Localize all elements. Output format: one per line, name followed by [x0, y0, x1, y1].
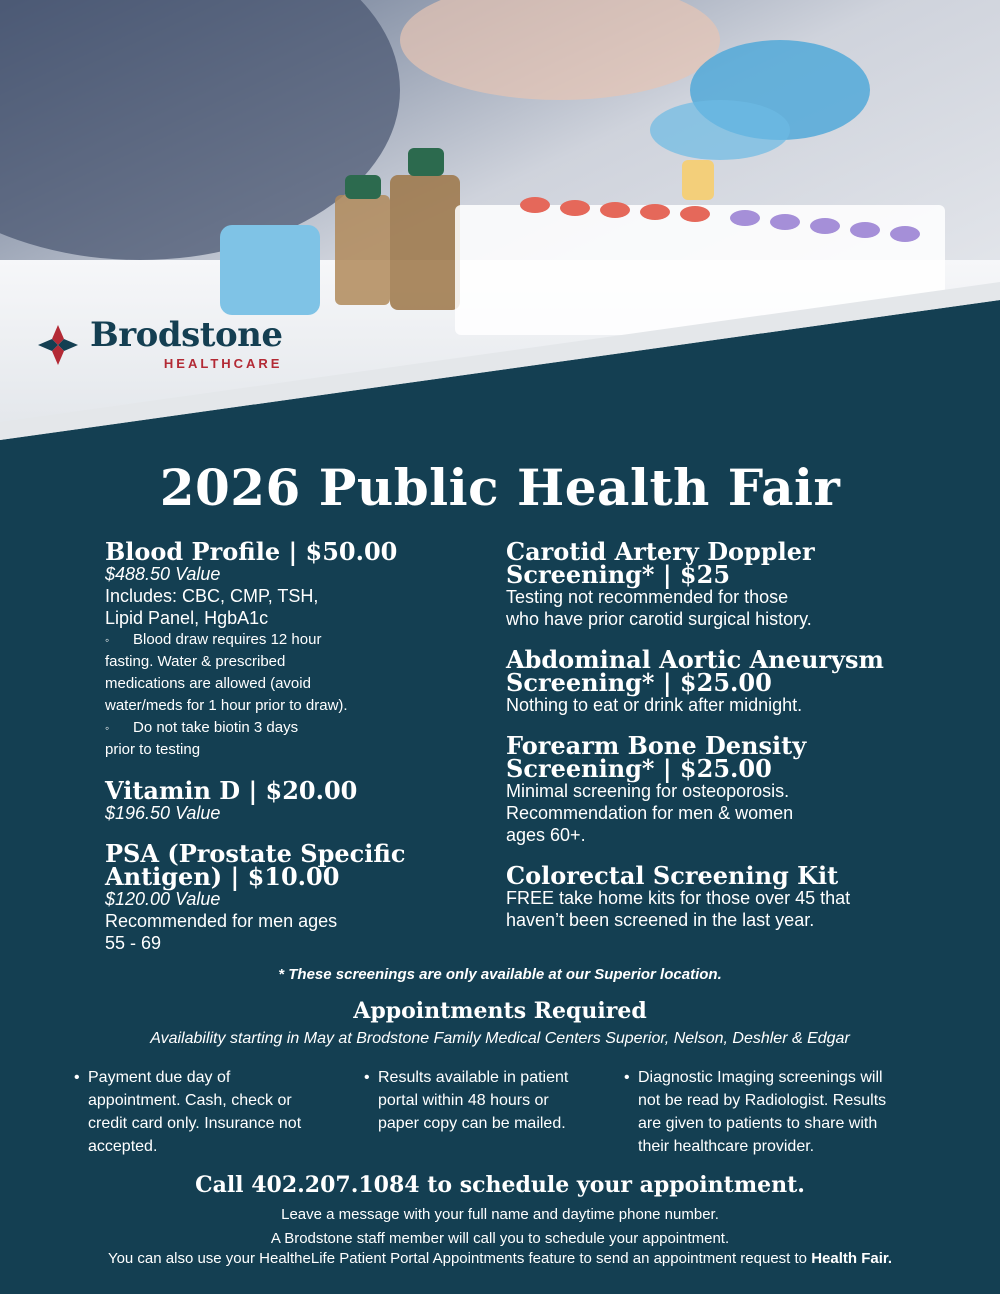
bone-text-2: Recommendation for men & women [506, 803, 794, 823]
bullet-line: credit card only. Insurance not [88, 1115, 302, 1132]
blood-bullet-1: ◦ Blood draw requires 12 hour [105, 629, 485, 651]
bullet-line: accepted. [88, 1138, 158, 1155]
bullet-icon: ◦ [105, 721, 110, 735]
brodstone-logo [36, 315, 283, 371]
brand-subtitle: HEALTHCARE [163, 356, 283, 371]
blood-bullet-2: ◦ Do not take biotin 3 days [105, 717, 485, 739]
bullet-icon: • [364, 1069, 370, 1086]
blood-includes-1: Includes: CBC, CMP, TSH, [105, 586, 319, 606]
bullet-line: not be read by Radiologist. Results [638, 1092, 887, 1109]
aaa-heading-2: Screening* | $25.00 [506, 668, 772, 697]
bullet-line: Results available in patient [378, 1069, 569, 1086]
bullet-icon: ◦ [105, 633, 110, 647]
aaa-heading-1: Abdominal Aortic Aneurysm [506, 645, 884, 674]
blood-bullet-1-line2: fasting. Water & prescribed [105, 653, 286, 670]
blood-profile-heading: Blood Profile | $50.00 [105, 537, 398, 566]
bone-heading-2: Screening* | $25.00 [506, 754, 772, 783]
brand-name: Brodstone [90, 315, 283, 355]
availability-text: Availability starting in May at Brodstone Family Medical Centers Superior, Nelson, Deshler & Edgar [150, 1030, 850, 1047]
blood-includes-2: Lipid Panel, HgbA1c [105, 608, 269, 628]
bullet-line: Payment due day of [88, 1069, 231, 1086]
bone-heading-1: Forearm Bone Density [506, 731, 807, 760]
carotid-heading-2: Screening* | $25 [506, 560, 731, 589]
psa-section [105, 839, 485, 954]
appointment-bullet-imaging [624, 1066, 934, 1158]
bullet-line: paper copy can be mailed. [378, 1115, 566, 1132]
bone-text-1: Minimal screening for osteoporosis. [506, 781, 790, 801]
blood-bullet-1-line4: water/meds for 1 hour prior to draw). [105, 697, 348, 714]
bullet-line: their healthcare provider. [638, 1138, 815, 1155]
vitamin-d-section [105, 776, 485, 824]
superior-note: * These screenings are only available at our Superior location. [278, 966, 722, 983]
left-column [105, 537, 485, 954]
bone-text-3: ages 60+. [506, 825, 586, 845]
message-line-3 [0, 1250, 1000, 1267]
carotid-section [506, 537, 926, 630]
message-line-1: Leave a message with your full name and daytime phone number. [281, 1206, 719, 1223]
hero-photo [0, 0, 1000, 470]
portal-text: You can also use your HealtheLife Patient Portal Appointments feature to send an appointment request to [107, 1250, 808, 1267]
bullet-line: appointment. Cash, check or [88, 1092, 292, 1109]
colorectal-heading: Colorectal Screening Kit [506, 861, 839, 890]
vitamin-d-value: $196.50 Value [105, 803, 221, 823]
bullet-line: are given to patients to share with [638, 1115, 878, 1132]
bullet-icon: • [624, 1069, 630, 1086]
carotid-text-1: Testing not recommended for those [506, 587, 789, 607]
carotid-heading-1: Carotid Artery Doppler [506, 537, 815, 566]
right-column [506, 537, 926, 931]
bone-density-section [506, 731, 926, 846]
blood-profile-section [105, 537, 485, 761]
psa-heading-2: Antigen) | $10.00 [105, 862, 340, 891]
psa-value: $120.00 Value [105, 889, 221, 909]
blood-profile-value: $488.50 Value [105, 564, 221, 584]
bullet-icon: • [74, 1069, 80, 1086]
bullet-line: portal within 48 hours or [378, 1092, 549, 1109]
aaa-text-1: Nothing to eat or drink after midnight. [506, 695, 803, 715]
appointments-heading: Appointments Required [353, 998, 647, 1024]
appointment-bullet-results [364, 1066, 614, 1135]
page-title: 2026 Public Health Fair [159, 458, 841, 517]
carotid-text-2: who have prior carotid surgical history. [506, 609, 812, 629]
colorectal-section [506, 861, 926, 931]
brand-star-icon [36, 323, 80, 367]
appointment-bullet-payment [74, 1066, 344, 1158]
health-fair-emphasis: Health Fair. [811, 1250, 893, 1267]
psa-heading-1: PSA (Prostate Specific [105, 839, 406, 868]
psa-text-2: 55 - 69 [105, 933, 162, 953]
blood-bullet-2-line2: prior to testing [105, 741, 201, 758]
lab-photo-illustration [0, 0, 1000, 470]
psa-text-1: Recommended for men ages [105, 911, 338, 931]
message-line-2: A Brodstone staff member will call you to schedule your appointment. [270, 1230, 730, 1247]
call-to-schedule: Call 402.207.1084 to schedule your appointment. [195, 1172, 805, 1198]
colorectal-text-1: FREE take home kits for those over 45 that [506, 888, 851, 908]
colorectal-text-2: haven’t been screened in the last year. [506, 910, 815, 930]
bullet-line: Diagnostic Imaging screenings will [638, 1069, 883, 1086]
aaa-section [506, 645, 926, 716]
vitamin-d-heading: Vitamin D | $20.00 [105, 776, 358, 805]
blood-bullet-1-line3: medications are allowed (avoid [105, 675, 311, 692]
